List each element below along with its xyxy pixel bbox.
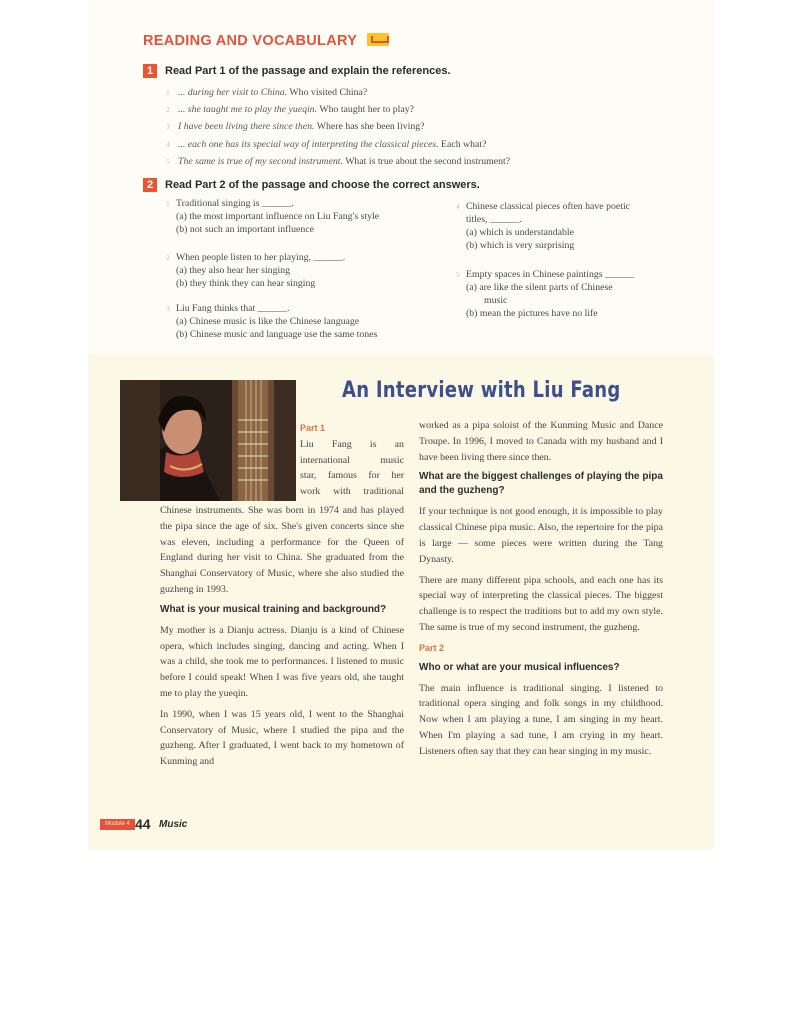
reference-question: Who taught her to play? [319,104,415,115]
item-number: 1 [166,88,170,97]
reference-quote: ... during her visit to China. [178,87,288,98]
right-column [419,418,663,765]
reference-question: Where has she been living? [316,121,425,132]
page-footer [88,817,188,832]
reference-question: What is true about the second instrument? [345,156,511,167]
reference-quote: I have been living there since then. [178,121,315,132]
section-heading: READING AND VOCABULARY [143,33,389,49]
book-icon [367,33,389,46]
liu-fang-photo [120,380,296,501]
answer-1b-paragraph: In 1990, when I was 15 years old, I went to the Shanghai Conservatory of Music, where I studied the pipa and the guzheng. After I graduated, I went back to my hometown of Kunming and [160,708,404,768]
portrait-image [120,380,296,501]
textbook-page [88,0,714,850]
part-2-label: Part 2 [419,642,445,653]
item-number: 4 [166,140,170,149]
left-column [160,503,404,775]
answer-2-paragraph: If your technique is not good enough, it is impossible to play classical Chinese pipa music. Also, the repertoire for the pipa is large — some pieces were written during the Tang Dynasty. [419,506,663,565]
intro-line: international music [300,454,404,466]
answer-1-paragraph: My mother is a Dianju actress. Dianju is a kind of Chinese opera, which includes singing, dancing and acting. When I was a child, she took me to performances. I listened to music before I could speak! When I was five years old, she taught me to play the yueqin. [160,624,404,699]
question-5: 5 Empty spaces in Chinese paintings ______ (a) are like the silent parts of Chinese music (b) mean the pictures have no life [456,269,635,319]
intro-line: star, famous for her [300,470,404,482]
exercise-2-instruction: 2 Read Part 2 of the passage and choose the correct answers. [143,178,480,192]
reference-item [166,104,414,115]
question-heading-1: What is your musical training and background? [160,603,387,615]
reference-item [166,121,424,132]
reference-item [166,139,486,150]
question-3: 3 Liu Fang thinks that ______. (a) Chinese music is like the Chinese language (b) Chinese music and language use the same tones [166,303,378,340]
exercise-number: 1 [143,64,157,78]
answer-1c-paragraph: worked as a pipa soloist of the Kunming Music and Dance Troupe. In 1996, I moved to Canada with my husband and I have been living there since then. [419,420,663,463]
item-number: 3 [166,122,170,131]
question-4: 4 Chinese classical pieces often have poetic titles, ______. (a) which is understandable (b) which is very surprising [456,201,631,251]
reference-question: Who visited China? [289,87,368,98]
intro-line: Liu Fang is an [300,438,404,450]
question-1: 1 Traditional singing is ______. (a) the most important influence on Liu Fang's style (b) not such an important influence [166,198,380,235]
reference-quote: ... she taught me to play the yueqin. [178,104,318,115]
question-heading-2: What are the biggest challenges of playing the pipa and the guzheng? [419,471,663,497]
reference-question: Each what? [441,139,487,150]
question-heading-3: Who or what are your musical influences? [419,661,620,673]
answer-3-paragraph: The main influence is traditional singing. I listened to traditional opera singing and folk songs in my childhood. Now when I am playing a tune, I am singing in my heart. When I'm playing a sad tune, I am crying in my heart. Listeners often say that they can hear singing in my music. [419,682,663,757]
module-title: Music [159,819,188,830]
reference-quote: The same is true of my second instrument. [178,156,343,167]
intro-line: work with traditional [300,486,404,498]
reference-item [166,156,510,167]
part-1-label: Part 1 [300,423,326,433]
intro-wrapped [300,421,404,500]
reference-quote: ... each one has its special way of interpreting the classical pieces. [178,139,439,150]
article-title: An Interview with Liu Fang [342,378,621,403]
exercise-number: 2 [143,178,157,192]
module-tag: Module 4 [100,819,135,830]
question-2: 2 When people listen to her playing, ______. (a) they also hear her singing (b) they think they can hear singing [166,252,346,289]
item-number: 2 [166,105,170,114]
item-number: 5 [166,157,170,166]
reference-item [166,87,367,98]
page-number: 44 [135,816,151,832]
answer-2b-paragraph: There are many different pipa schools, and each one has its special way of interpreting the classical pieces. The biggest challenge is to respect the traditions but to add my own style. The same is true of my second instrument, the guzheng. [419,574,663,633]
exercise-1-instruction: 1 Read Part 1 of the passage and explain the references. [143,64,451,78]
intro-paragraph: Chinese instruments. She was born in 1974 and has played the pipa since the age of six. She's given concerts since she was eleven, including a performance for the Queen of England during her visit to China. She graduated from the Shanghai Conservatory of Music, where she also studied the guzheng in 1993. [160,505,404,595]
